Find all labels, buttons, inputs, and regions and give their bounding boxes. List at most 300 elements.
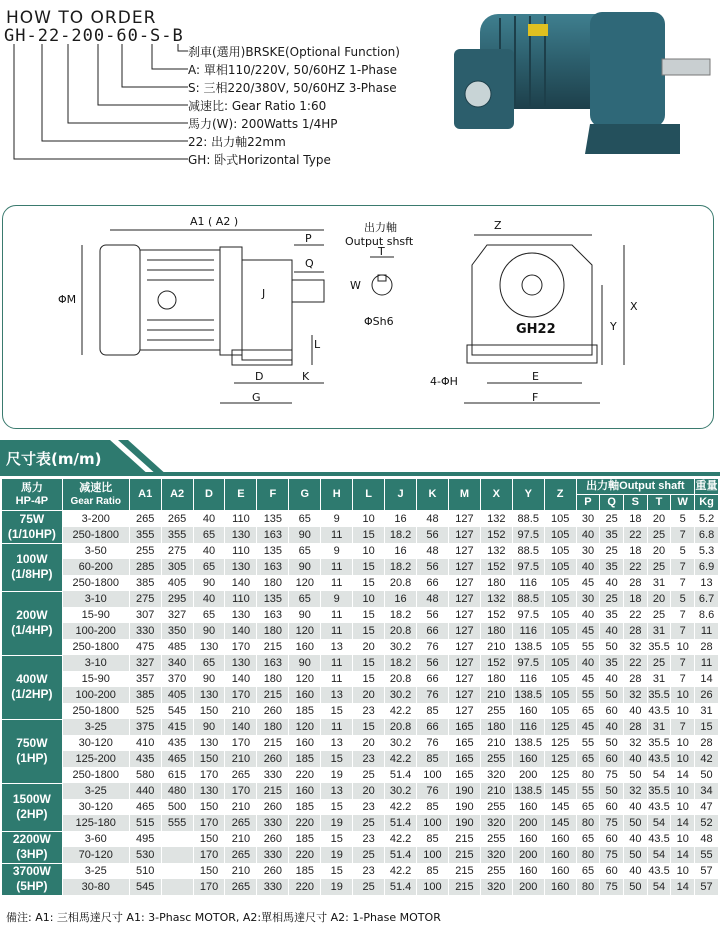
- value-cell: 25: [353, 815, 385, 831]
- value-cell: 5: [671, 543, 695, 559]
- value-cell: 170: [225, 687, 257, 703]
- value-cell: 5: [671, 591, 695, 607]
- ratio-cell: 100-200: [62, 687, 129, 703]
- value-cell: 65: [289, 591, 321, 607]
- ratio-cell: 15-90: [62, 607, 129, 623]
- value-cell: 52: [695, 815, 719, 831]
- value-cell: 51.4: [385, 767, 417, 783]
- header-t: T: [647, 495, 671, 511]
- value-cell: 100: [417, 767, 449, 783]
- dim-e: E: [532, 370, 539, 383]
- value-cell: 405: [161, 687, 193, 703]
- value-cell: 11: [321, 607, 353, 623]
- value-cell: 32: [624, 735, 648, 751]
- value-cell: 7: [671, 655, 695, 671]
- hp-cell: [2, 511, 63, 544]
- value-cell: 275: [161, 543, 193, 559]
- footnote: 備注: A1: 三相馬達尺寸 A1: 3-Phasc MOTOR, A2:單相馬達尺寸 A2: 1-Phase MOTOR: [6, 911, 441, 924]
- header-e: E: [225, 479, 257, 511]
- value-cell: 50: [600, 783, 624, 799]
- value-cell: 545: [129, 879, 161, 895]
- hp-label: 3700W: [12, 864, 51, 878]
- value-cell: 180: [257, 671, 289, 687]
- dim-p: P: [305, 232, 312, 245]
- value-cell: 31: [647, 719, 671, 735]
- value-cell: 43.5: [648, 801, 670, 813]
- value-cell: 50: [600, 687, 624, 703]
- value-cell: 56: [417, 655, 449, 671]
- ratio-cell: 30-120: [62, 735, 129, 751]
- value-cell: 130: [193, 687, 225, 703]
- order-line-three-phase: S: 三相220/380V, 50/60HZ 3-Phase: [188, 81, 397, 95]
- value-cell: 105: [544, 671, 576, 687]
- ratio-cell: 250-1800: [62, 639, 129, 655]
- ratio-cell: 15-90: [62, 671, 129, 687]
- value-cell: 165: [448, 719, 480, 735]
- hp-sub-label: (2HP): [16, 807, 48, 821]
- value-cell: 545: [161, 703, 193, 719]
- value-cell: 28: [624, 575, 648, 591]
- value-cell: [161, 847, 193, 863]
- header-h: H: [321, 479, 353, 511]
- value-cell: 20: [353, 639, 385, 655]
- motor-photo: [440, 4, 715, 164]
- value-cell: 105: [544, 575, 576, 591]
- value-cell: 65: [193, 559, 225, 575]
- value-cell: 15: [321, 863, 353, 879]
- value-cell: 440: [129, 783, 161, 799]
- value-cell: 145: [544, 799, 576, 815]
- value-cell: 25: [647, 527, 671, 543]
- value-cell: 43.5: [648, 833, 670, 845]
- value-cell: 18.2: [385, 655, 417, 671]
- value-cell: 23: [353, 751, 385, 767]
- value-cell: 160: [544, 879, 576, 895]
- value-cell: 260: [257, 831, 289, 847]
- header-s: S: [624, 495, 648, 511]
- value-cell: 51.4: [385, 879, 417, 895]
- value-cell: 110: [225, 591, 257, 607]
- value-cell: 66: [417, 575, 449, 591]
- value-cell: 31: [647, 575, 671, 591]
- value-cell: 7: [671, 527, 695, 543]
- table-row: [2, 543, 719, 559]
- order-title: HOW TO ORDER: [6, 8, 157, 28]
- value-cell: 54: [647, 815, 671, 831]
- value-cell: 55: [576, 783, 600, 799]
- value-cell: 50: [624, 767, 648, 783]
- value-cell: 97.5: [512, 607, 544, 623]
- value-cell: 150: [193, 703, 225, 719]
- value-cell: 260: [257, 751, 289, 767]
- value-cell: 105: [544, 655, 576, 671]
- value-cell: 43.5: [648, 705, 670, 717]
- value-cell: 20: [353, 783, 385, 799]
- value-cell: 30: [576, 511, 600, 528]
- value-cell: 65: [576, 863, 600, 879]
- value-cell: 47: [695, 799, 719, 815]
- ratio-cell: 3-10: [62, 655, 129, 671]
- value-cell: 35.5: [648, 785, 670, 797]
- value-cell: 160: [512, 831, 544, 847]
- value-cell: 330: [257, 879, 289, 895]
- header-x: X: [480, 479, 512, 511]
- value-cell: 215: [448, 863, 480, 879]
- value-cell: 48: [695, 831, 719, 847]
- header-l: L: [353, 479, 385, 511]
- value-cell: 255: [480, 831, 512, 847]
- ratio-cell: 250-1800: [62, 767, 129, 783]
- value-cell: 16: [385, 591, 417, 607]
- order-line-brake: 刹車(選用)BRSKE(Optional Function): [188, 45, 400, 59]
- value-cell: 65: [193, 655, 225, 671]
- value-cell: 120: [289, 575, 321, 591]
- value-cell: 40: [576, 527, 600, 543]
- dim-phi-m: ΦM: [58, 293, 77, 306]
- header-y: Y: [512, 479, 544, 511]
- header-g: G: [289, 479, 321, 511]
- value-cell: 330: [257, 815, 289, 831]
- value-cell: 11: [321, 671, 353, 687]
- value-cell: 40: [624, 799, 648, 815]
- value-cell: 42.2: [385, 751, 417, 767]
- value-cell: 355: [129, 527, 161, 543]
- value-cell: 30: [576, 543, 600, 559]
- value-cell: 265: [225, 815, 257, 831]
- value-cell: 305: [161, 559, 193, 575]
- value-cell: 215: [257, 639, 289, 655]
- value-cell: 265: [225, 767, 257, 783]
- table-row: [2, 815, 719, 831]
- value-cell: 110: [225, 511, 257, 528]
- value-cell: 22: [624, 655, 648, 671]
- hp-label: 1500W: [12, 792, 51, 806]
- value-cell: 265: [161, 511, 193, 528]
- value-cell: 43.5: [648, 865, 670, 877]
- value-cell: 480: [161, 783, 193, 799]
- value-cell: 40: [576, 559, 600, 575]
- value-cell: 28: [695, 639, 719, 655]
- ratio-cell: 125-180: [62, 815, 129, 831]
- table-row: [2, 527, 719, 543]
- dim-y: Y: [610, 320, 617, 333]
- table-row: [2, 847, 719, 863]
- value-cell: 9: [321, 591, 353, 607]
- value-cell: 28: [624, 623, 648, 639]
- value-cell: 320: [480, 847, 512, 863]
- table-row: [2, 639, 719, 655]
- value-cell: 40: [624, 751, 648, 767]
- value-cell: 50: [624, 815, 648, 831]
- value-cell: 85: [417, 703, 449, 719]
- ratio-cell: 3-25: [62, 783, 129, 799]
- value-cell: 16: [385, 543, 417, 559]
- value-cell: 105: [544, 591, 576, 607]
- dim-f: F: [532, 391, 539, 404]
- value-cell: 55: [576, 735, 600, 751]
- value-cell: 265: [225, 847, 257, 863]
- value-cell: 127: [448, 687, 480, 703]
- value-cell: 120: [289, 623, 321, 639]
- table-row: [2, 735, 719, 751]
- order-line-shaft: 22: 出力軸22mm: [188, 135, 286, 149]
- value-cell: 190: [448, 815, 480, 831]
- value-cell: 57: [695, 863, 719, 879]
- value-cell: 320: [480, 815, 512, 831]
- value-cell: 42.2: [385, 863, 417, 879]
- hp-cell: [2, 719, 63, 783]
- dim-w: W: [350, 279, 361, 292]
- table-row: [2, 655, 719, 671]
- value-cell: 127: [448, 559, 480, 575]
- hp-sub-label: (1/8HP): [11, 567, 53, 581]
- value-cell: 25: [647, 607, 671, 623]
- value-cell: 215: [257, 735, 289, 751]
- value-cell: 210: [225, 799, 257, 815]
- value-cell: 152: [480, 559, 512, 575]
- value-cell: 215: [448, 847, 480, 863]
- value-cell: 75: [600, 847, 624, 863]
- value-cell: 13: [321, 639, 353, 655]
- value-cell: 10: [671, 687, 695, 703]
- dim-x: X: [630, 300, 638, 313]
- value-cell: 26: [695, 687, 719, 703]
- value-cell: 130: [193, 639, 225, 655]
- value-cell: 18: [624, 591, 648, 607]
- value-cell: 85: [417, 799, 449, 815]
- order-code: GH-22-200-60-S-B: [4, 26, 184, 46]
- ratio-cell: 60-200: [62, 559, 129, 575]
- value-cell: 60: [600, 863, 624, 879]
- hp-label: 400W: [16, 672, 48, 686]
- ratio-cell: 30-80: [62, 879, 129, 895]
- hp-cell: [2, 783, 63, 831]
- value-cell: 10: [353, 591, 385, 607]
- table-row: [2, 575, 719, 591]
- value-cell: 210: [225, 751, 257, 767]
- dim-d: D: [255, 370, 264, 383]
- value-cell: 170: [193, 767, 225, 783]
- value-cell: 90: [193, 623, 225, 639]
- value-cell: 10: [353, 511, 385, 528]
- value-cell: 97.5: [512, 559, 544, 575]
- value-cell: 495: [129, 831, 161, 847]
- table-banner: [0, 440, 720, 476]
- value-cell: 60: [600, 703, 624, 719]
- value-cell: 18.2: [385, 559, 417, 575]
- model-label: GH22: [516, 322, 556, 337]
- value-cell: 5.2: [695, 511, 719, 528]
- value-cell: 9: [321, 511, 353, 528]
- value-cell: 14: [671, 815, 695, 831]
- table-row: [2, 751, 719, 767]
- value-cell: 25: [600, 591, 624, 607]
- value-cell: 5: [671, 511, 695, 528]
- value-cell: 40: [624, 703, 648, 719]
- value-cell: 116: [512, 575, 544, 591]
- value-cell: 6.8: [695, 527, 719, 543]
- value-cell: 163: [257, 527, 289, 543]
- value-cell: 105: [544, 527, 576, 543]
- value-cell: 35: [600, 559, 624, 575]
- value-cell: 15: [353, 719, 385, 735]
- value-cell: 57: [695, 879, 719, 895]
- value-cell: 15: [695, 719, 719, 735]
- value-cell: 50: [624, 879, 648, 895]
- value-cell: 32: [624, 783, 648, 799]
- value-cell: 85: [417, 863, 449, 879]
- value-cell: 185: [289, 863, 321, 879]
- table-row: [2, 831, 719, 847]
- value-cell: 8.6: [695, 607, 719, 623]
- value-cell: 105: [544, 703, 576, 719]
- value-cell: 10: [671, 735, 695, 751]
- value-cell: 105: [544, 607, 576, 623]
- value-cell: 76: [417, 783, 449, 799]
- value-cell: 260: [257, 863, 289, 879]
- value-cell: 11: [321, 655, 353, 671]
- value-cell: 56: [417, 527, 449, 543]
- value-cell: 255: [480, 751, 512, 767]
- value-cell: 10: [671, 783, 695, 799]
- header-ratio: 减速比 Gear Ratio: [62, 479, 129, 511]
- value-cell: 485: [161, 639, 193, 655]
- value-cell: 275: [129, 591, 161, 607]
- value-cell: 66: [417, 623, 449, 639]
- value-cell: 350: [161, 623, 193, 639]
- value-cell: 357: [129, 671, 161, 687]
- value-cell: 25: [600, 511, 624, 528]
- value-cell: 170: [225, 783, 257, 799]
- value-cell: 210: [480, 783, 512, 799]
- value-cell: 105: [544, 559, 576, 575]
- value-cell: 22: [624, 527, 648, 543]
- value-cell: 160: [289, 639, 321, 655]
- value-cell: 42: [695, 751, 719, 767]
- value-cell: 116: [512, 719, 544, 735]
- value-cell: 40: [624, 831, 648, 847]
- order-line-power: 馬力(W): 200Watts 1/4HP: [188, 117, 338, 131]
- value-cell: 80: [576, 767, 600, 783]
- value-cell: 20: [647, 511, 671, 528]
- value-cell: 60: [600, 799, 624, 815]
- ratio-cell: 3-10: [62, 591, 129, 607]
- value-cell: 13: [321, 735, 353, 751]
- value-cell: 15: [353, 623, 385, 639]
- value-cell: 18: [624, 511, 648, 528]
- ratio-cell: 125-200: [62, 751, 129, 767]
- value-cell: 130: [225, 527, 257, 543]
- value-cell: 22: [624, 607, 648, 623]
- value-cell: 25: [600, 543, 624, 559]
- value-cell: 255: [480, 863, 512, 879]
- value-cell: 20: [647, 591, 671, 607]
- value-cell: 30.2: [385, 639, 417, 655]
- value-cell: [161, 879, 193, 895]
- value-cell: 25: [353, 847, 385, 863]
- table-row: [2, 607, 719, 623]
- value-cell: 50: [695, 767, 719, 783]
- value-cell: 19: [321, 847, 353, 863]
- value-cell: 160: [289, 687, 321, 703]
- value-cell: 160: [512, 751, 544, 767]
- value-cell: 215: [448, 879, 480, 895]
- value-cell: 31: [647, 623, 671, 639]
- value-cell: 35: [600, 655, 624, 671]
- value-cell: 65: [576, 751, 600, 767]
- hp-sub-label: (1/10HP): [7, 526, 56, 541]
- value-cell: 285: [129, 559, 161, 575]
- value-cell: 127: [448, 607, 480, 623]
- value-cell: 327: [129, 655, 161, 671]
- value-cell: 210: [225, 831, 257, 847]
- value-cell: 30: [576, 591, 600, 607]
- value-cell: 88.5: [512, 511, 544, 528]
- header-a1: A1: [129, 479, 161, 511]
- table-row: [2, 719, 719, 735]
- value-cell: 132: [480, 511, 512, 528]
- dimension-drawing: [2, 205, 712, 427]
- value-cell: 185: [289, 751, 321, 767]
- value-cell: 30.2: [385, 735, 417, 751]
- value-cell: 51.4: [385, 815, 417, 831]
- value-cell: 11: [321, 623, 353, 639]
- value-cell: 165: [448, 767, 480, 783]
- value-cell: 105: [544, 543, 576, 559]
- value-cell: 475: [129, 639, 161, 655]
- hp-label: 2200W: [12, 832, 51, 846]
- value-cell: 30.2: [385, 687, 417, 703]
- value-cell: 132: [480, 543, 512, 559]
- value-cell: 170: [193, 847, 225, 863]
- value-cell: 145: [544, 783, 576, 799]
- value-cell: 20: [647, 543, 671, 559]
- value-cell: 152: [480, 527, 512, 543]
- value-cell: 28: [624, 671, 648, 687]
- value-cell: 66: [417, 671, 449, 687]
- value-cell: 105: [544, 687, 576, 703]
- spec-table: [1, 478, 719, 896]
- value-cell: 210: [480, 639, 512, 655]
- value-cell: 19: [321, 879, 353, 895]
- value-cell: 165: [448, 751, 480, 767]
- value-cell: 42.2: [385, 831, 417, 847]
- header-m: M: [448, 479, 480, 511]
- value-cell: 515: [129, 815, 161, 831]
- value-cell: 127: [448, 639, 480, 655]
- value-cell: 160: [289, 783, 321, 799]
- value-cell: 14: [695, 671, 719, 687]
- value-cell: 40: [193, 511, 225, 528]
- value-cell: 7: [671, 559, 695, 575]
- value-cell: 210: [480, 735, 512, 751]
- value-cell: 60: [600, 751, 624, 767]
- value-cell: 40: [576, 655, 600, 671]
- value-cell: 28: [624, 719, 648, 735]
- value-cell: 160: [289, 735, 321, 751]
- value-cell: 116: [512, 623, 544, 639]
- value-cell: 20.8: [385, 671, 417, 687]
- value-cell: 130: [193, 735, 225, 751]
- ratio-cell: 3-200: [62, 511, 129, 528]
- value-cell: 90: [289, 527, 321, 543]
- value-cell: 23: [353, 703, 385, 719]
- value-cell: 25: [647, 559, 671, 575]
- value-cell: 525: [129, 703, 161, 719]
- value-cell: 55: [576, 639, 600, 655]
- value-cell: 160: [544, 863, 576, 879]
- value-cell: 127: [448, 623, 480, 639]
